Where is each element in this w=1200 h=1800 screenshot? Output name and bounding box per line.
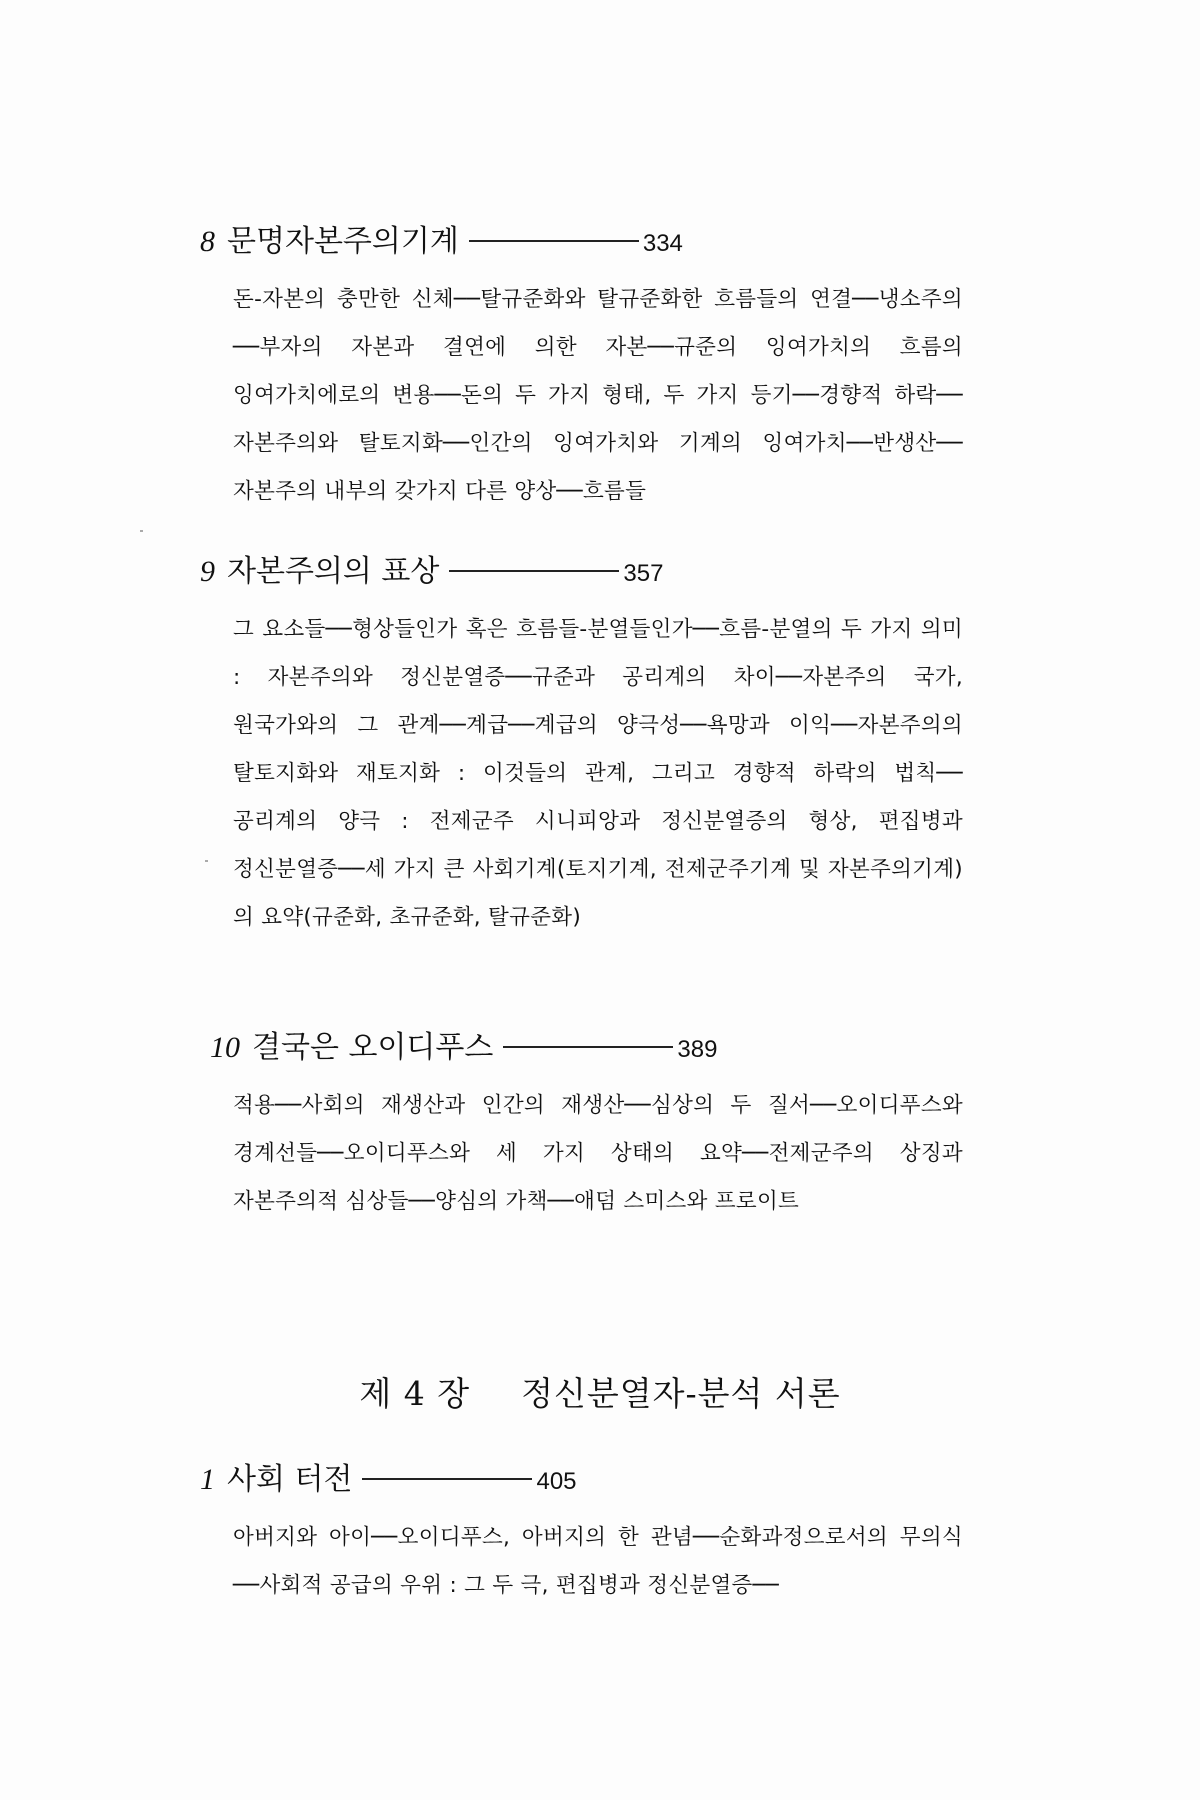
entry-page-number: 357	[623, 560, 664, 587]
entry-number: 10	[210, 1031, 240, 1064]
entry-title-row	[200, 222, 970, 264]
chapter-heading	[0, 1368, 1200, 1415]
chapter-label: 제 4 장	[359, 1374, 471, 1413]
entry-title: 자본주의의 표상	[227, 554, 440, 589]
entry-title: 사회 터전	[227, 1462, 353, 1497]
entry-title: 결국은 오이디푸스	[252, 1030, 494, 1065]
toc-entry-9	[200, 552, 970, 942]
toc-entry-ch4-1	[200, 1460, 970, 1610]
chapter-title: 정신분열자-분석 서론	[521, 1374, 841, 1413]
entry-title: 문명자본주의기계	[227, 224, 459, 259]
leader-dash	[362, 1478, 532, 1480]
leader-dash	[503, 1046, 673, 1048]
entry-title-row	[200, 552, 970, 594]
entry-title-row	[200, 1460, 970, 1502]
entry-number: 9	[200, 555, 215, 588]
entry-number: 8	[200, 225, 215, 258]
entry-summary: 적용──사회의 재생산과 인간의 재생산──심상의 두 질서──오이디푸스와 경계선들──오이디푸스와 세 가지 상태의 요약──전제군주의 상징과 자본주의적 심상들──양심의 가책──애덤 스미스와 프로이트	[233, 1093, 963, 1214]
leader-dash	[469, 240, 639, 242]
leader-dash	[449, 570, 619, 572]
entry-page-number: 405	[536, 1468, 577, 1495]
entry-title-row	[210, 1028, 980, 1070]
entry-number: 1	[200, 1463, 215, 1496]
entry-page-number: 334	[642, 230, 683, 257]
entry-page-number: 389	[677, 1036, 718, 1063]
scan-speck	[205, 860, 208, 862]
entry-summary: 돈-자본의 충만한 신체──탈규준화와 탈규준화한 흐름들의 연결──냉소주의──부자의 자본과 결연에 의한 자본──규준의 잉여가치의 흐름의 잉여가치에로의 변용──돈의 두 가지 형태, 두 가지 등기──경향적 하락──자본주의와 탈토지화──인간의 잉여가치와 기계의 잉여가치──반생산──자본주의 내부의 갖가지 다른 양상──흐름들	[233, 287, 963, 504]
scan-speck	[140, 530, 143, 532]
entry-summary: 아버지와 아이──오이디푸스, 아버지의 한 관념──순화과정으로서의 무의식──사회적 공급의 우위 : 그 두 극, 편집병과 정신분열증──	[233, 1525, 963, 1598]
entry-summary: 그 요소들──형상들인가 혹은 흐름들-분열들인가──흐름-분열의 두 가지 의미 : 자본주의와 정신분열증──규준과 공리계의 차이──자본주의 국가, 원국가와의 그 관계──계급──계급의 양극성──욕망과 이익──자본주의의 탈토지화와 재토지화 : 이것들의 관계, 그리고 경향적 하락의 법칙──공리계의 양극 : 전제군주 시니피앙과 정신분열증의 형상, 편집병과 정신분열증──세 가지 큰 사회기계(토지기계, 전제군주기계 및 자본주의기계)의 요약(규준화, 초규준화, 탈규준화)	[233, 617, 963, 930]
toc-entry-8	[200, 222, 970, 516]
toc-entry-10	[210, 1028, 980, 1226]
